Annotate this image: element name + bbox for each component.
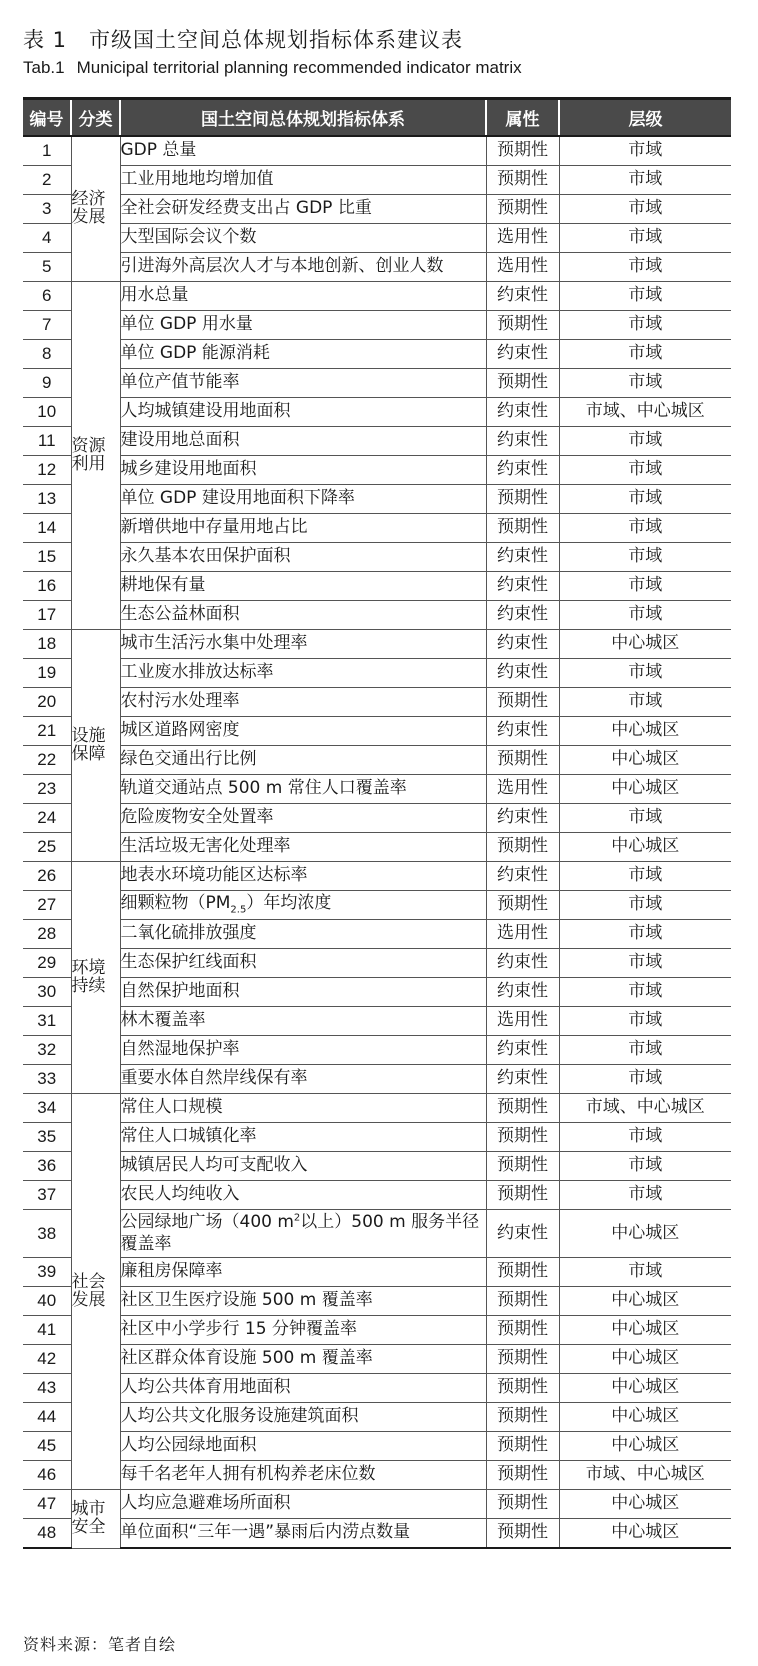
row-number: 35 — [23, 1123, 71, 1152]
indicator-property: 预期性 — [486, 1123, 559, 1152]
indicator-property: 预期性 — [486, 1094, 559, 1123]
table-caption-cn — [23, 24, 463, 54]
table-row — [23, 1065, 731, 1094]
indicator-property: 约束性 — [486, 398, 559, 427]
row-number: 30 — [23, 978, 71, 1007]
row-number: 9 — [23, 369, 71, 398]
table-row — [23, 891, 731, 920]
caption-cn-title: 市级国土空间总体规划指标体系建议表 — [89, 28, 464, 52]
indicator-property: 约束性 — [486, 282, 559, 311]
indicator-name: 单位 GDP 建设用地面积下降率 — [120, 485, 486, 514]
indicator-level: 市域、中心城区 — [559, 1094, 731, 1123]
caption-cn-label: 表 1 — [23, 28, 68, 52]
indicator-level: 市域 — [559, 427, 731, 456]
indicator-name: 工业用地地均增加值 — [120, 166, 486, 195]
indicator-name: 人均城镇建设用地面积 — [120, 398, 486, 427]
indicator-name: 单位 GDP 能源消耗 — [120, 340, 486, 369]
row-number: 2 — [23, 166, 71, 195]
row-number: 16 — [23, 572, 71, 601]
indicator-level: 市域 — [559, 891, 731, 920]
table-row — [23, 398, 731, 427]
indicator-name: 用水总量 — [120, 282, 486, 311]
indicator-level: 中心城区 — [559, 1345, 731, 1374]
indicator-level: 中心城区 — [559, 630, 731, 659]
indicator-text-pre: 公园绿地广场（400 m — [120, 1212, 294, 1233]
indicator-name: 自然湿地保护率 — [120, 1036, 486, 1065]
table-row — [23, 833, 731, 862]
indicator-property: 预期性 — [486, 1461, 559, 1490]
table-row — [23, 1036, 731, 1065]
indicator-property: 预期性 — [486, 1181, 559, 1210]
table-row — [23, 920, 731, 949]
header-no: 编号 — [23, 99, 71, 137]
table-row — [23, 253, 731, 282]
indicator-level: 市域 — [559, 1007, 731, 1036]
table-row — [23, 1007, 731, 1036]
table-row — [23, 485, 731, 514]
row-number: 31 — [23, 1007, 71, 1036]
table-row — [23, 340, 731, 369]
table-row — [23, 1316, 731, 1345]
table-row — [23, 369, 731, 398]
indicator-level: 市域 — [559, 862, 731, 891]
row-number: 10 — [23, 398, 71, 427]
row-number: 37 — [23, 1181, 71, 1210]
indicator-level: 中心城区 — [559, 746, 731, 775]
row-number: 46 — [23, 1461, 71, 1490]
indicator-property: 预期性 — [486, 1432, 559, 1461]
indicator-level: 市域 — [559, 282, 731, 311]
indicator-name: 引进海外高层次人才与本地创新、创业人数 — [120, 253, 486, 282]
indicator-level: 中心城区 — [559, 1316, 731, 1345]
table-header-row — [23, 99, 731, 137]
row-number: 28 — [23, 920, 71, 949]
indicator-level: 市域 — [559, 136, 731, 166]
row-number: 44 — [23, 1403, 71, 1432]
indicator-property: 预期性 — [486, 833, 559, 862]
row-number: 19 — [23, 659, 71, 688]
table-row — [23, 456, 731, 485]
indicator-level: 市域 — [559, 253, 731, 282]
indicator-level: 市域 — [559, 804, 731, 833]
indicator-property: 约束性 — [486, 572, 559, 601]
indicator-level: 市域 — [559, 514, 731, 543]
row-number: 42 — [23, 1345, 71, 1374]
indicator-level: 市域 — [559, 1123, 731, 1152]
row-number: 38 — [23, 1210, 71, 1258]
indicator-name: 二氧化硫排放强度 — [120, 920, 486, 949]
indicator-property: 预期性 — [486, 891, 559, 920]
indicator-name — [120, 1210, 486, 1258]
indicator-property: 约束性 — [486, 1036, 559, 1065]
indicator-property: 预期性 — [486, 1374, 559, 1403]
indicator-level: 市域 — [559, 340, 731, 369]
table-row — [23, 543, 731, 572]
indicator-level: 市域 — [559, 920, 731, 949]
category-cell: 社会发展 — [71, 1094, 120, 1490]
indicator-name: 林木覆盖率 — [120, 1007, 486, 1036]
indicator-name: 单位 GDP 用水量 — [120, 311, 486, 340]
indicator-level: 市域、中心城区 — [559, 398, 731, 427]
indicator-name: 人均应急避难场所面积 — [120, 1490, 486, 1519]
indicator-level: 市域 — [559, 949, 731, 978]
indicator-name: 大型国际会议个数 — [120, 224, 486, 253]
indicator-name: 廉租房保障率 — [120, 1258, 486, 1287]
indicator-level: 市域 — [559, 369, 731, 398]
category-cell: 城市安全 — [71, 1490, 120, 1549]
row-number: 27 — [23, 891, 71, 920]
indicator-name — [120, 891, 486, 920]
category-cell: 经济发展 — [71, 136, 120, 282]
indicator-name: 人均公共体育用地面积 — [120, 1374, 486, 1403]
indicator-level: 中心城区 — [559, 1287, 731, 1316]
indicator-level: 市域 — [559, 1036, 731, 1065]
indicator-property: 预期性 — [486, 1490, 559, 1519]
row-number: 36 — [23, 1152, 71, 1181]
table-row — [23, 311, 731, 340]
indicator-property: 预期性 — [486, 688, 559, 717]
table-row — [23, 1461, 731, 1490]
indicator-table — [23, 97, 731, 1549]
row-number: 3 — [23, 195, 71, 224]
row-number: 32 — [23, 1036, 71, 1065]
indicator-level: 市域 — [559, 224, 731, 253]
indicator-property: 约束性 — [486, 804, 559, 833]
table-row — [23, 775, 731, 804]
indicator-level: 市域 — [559, 601, 731, 630]
indicator-text-post: 以上）500 m 服务半径覆盖率 — [120, 1212, 480, 1254]
indicator-level: 市域、中心城区 — [559, 1461, 731, 1490]
table-row — [23, 1287, 731, 1316]
row-number: 22 — [23, 746, 71, 775]
row-number: 7 — [23, 311, 71, 340]
table-row — [23, 1210, 731, 1258]
indicator-name: 城市生活污水集中处理率 — [120, 630, 486, 659]
table-row — [23, 1258, 731, 1287]
row-number: 14 — [23, 514, 71, 543]
indicator-level: 市域 — [559, 311, 731, 340]
indicator-property: 预期性 — [486, 1258, 559, 1287]
indicator-text-post: ）年均浓度 — [246, 892, 332, 913]
indicator-name: 人均公园绿地面积 — [120, 1432, 486, 1461]
indicator-property: 预期性 — [486, 485, 559, 514]
table-row — [23, 1432, 731, 1461]
row-number: 39 — [23, 1258, 71, 1287]
table-row — [23, 514, 731, 543]
row-number: 25 — [23, 833, 71, 862]
row-number: 6 — [23, 282, 71, 311]
indicator-level: 市域 — [559, 1065, 731, 1094]
indicator-name: 危险废物安全处置率 — [120, 804, 486, 833]
table-row — [23, 1519, 731, 1549]
indicator-name: GDP 总量 — [120, 136, 486, 166]
indicator-property: 约束性 — [486, 862, 559, 891]
indicator-name: 常住人口城镇化率 — [120, 1123, 486, 1152]
indicator-property: 选用性 — [486, 1007, 559, 1036]
indicator-subscript: 2.5 — [230, 903, 247, 915]
indicator-property: 选用性 — [486, 920, 559, 949]
row-number: 20 — [23, 688, 71, 717]
indicator-level: 市域 — [559, 688, 731, 717]
indicator-name: 生态保护红线面积 — [120, 949, 486, 978]
table-caption-en — [23, 58, 522, 78]
indicator-name: 绿色交通出行比例 — [120, 746, 486, 775]
indicator-property: 预期性 — [486, 1316, 559, 1345]
indicator-property: 约束性 — [486, 601, 559, 630]
table-row — [23, 1152, 731, 1181]
header-level: 层级 — [559, 99, 731, 137]
indicator-level: 市域 — [559, 659, 731, 688]
indicator-level: 市域 — [559, 1181, 731, 1210]
indicator-property: 预期性 — [486, 195, 559, 224]
indicator-name: 全社会研发经费支出占 GDP 比重 — [120, 195, 486, 224]
indicator-level: 市域 — [559, 485, 731, 514]
indicator-level: 市域 — [559, 456, 731, 485]
caption-en-title: Municipal territorial planning recommended indicator matrix — [76, 58, 522, 77]
header-category: 分类 — [71, 99, 120, 137]
indicator-property: 约束性 — [486, 456, 559, 485]
table-row — [23, 688, 731, 717]
indicator-level: 中心城区 — [559, 833, 731, 862]
indicator-property: 预期性 — [486, 1519, 559, 1549]
indicator-level: 中心城区 — [559, 775, 731, 804]
indicator-property: 选用性 — [486, 775, 559, 804]
indicator-level: 中心城区 — [559, 1519, 731, 1549]
indicator-name: 城镇居民人均可支配收入 — [120, 1152, 486, 1181]
row-number: 8 — [23, 340, 71, 369]
row-number: 15 — [23, 543, 71, 572]
indicator-level: 市域 — [559, 166, 731, 195]
indicator-level: 市域 — [559, 1152, 731, 1181]
indicator-name: 地表水环境功能区达标率 — [120, 862, 486, 891]
table-row — [23, 1094, 731, 1123]
row-number: 34 — [23, 1094, 71, 1123]
indicator-superscript: 2 — [293, 1212, 301, 1224]
indicator-name: 社区卫生医疗设施 500 m 覆盖率 — [120, 1287, 486, 1316]
row-number: 17 — [23, 601, 71, 630]
row-number: 4 — [23, 224, 71, 253]
indicator-property: 约束性 — [486, 1210, 559, 1258]
category-cell: 资源利用 — [71, 282, 120, 630]
table-row — [23, 862, 731, 891]
row-number: 24 — [23, 804, 71, 833]
indicator-name: 农民人均纯收入 — [120, 1181, 486, 1210]
indicator-name: 新增供地中存量用地占比 — [120, 514, 486, 543]
indicator-name: 社区群众体育设施 500 m 覆盖率 — [120, 1345, 486, 1374]
table-row — [23, 1490, 731, 1519]
indicator-property: 约束性 — [486, 717, 559, 746]
indicator-name: 人均公共文化服务设施建筑面积 — [120, 1403, 486, 1432]
table-row — [23, 1403, 731, 1432]
indicator-property: 预期性 — [486, 311, 559, 340]
row-number: 1 — [23, 136, 71, 166]
indicator-property: 选用性 — [486, 253, 559, 282]
table-row — [23, 717, 731, 746]
indicator-property: 约束性 — [486, 978, 559, 1007]
indicator-name: 永久基本农田保护面积 — [120, 543, 486, 572]
indicator-level: 市域 — [559, 1258, 731, 1287]
indicator-level: 市域 — [559, 572, 731, 601]
indicator-text-pre: 细颗粒物（PM — [120, 892, 231, 913]
table-row — [23, 601, 731, 630]
table-row — [23, 224, 731, 253]
indicator-property: 约束性 — [486, 340, 559, 369]
row-number: 47 — [23, 1490, 71, 1519]
row-number: 5 — [23, 253, 71, 282]
indicator-level: 中心城区 — [559, 717, 731, 746]
row-number: 18 — [23, 630, 71, 659]
table-row — [23, 804, 731, 833]
indicator-level: 中心城区 — [559, 1403, 731, 1432]
table-row — [23, 630, 731, 659]
indicator-name: 轨道交通站点 500 m 常住人口覆盖率 — [120, 775, 486, 804]
indicator-property: 预期性 — [486, 1287, 559, 1316]
indicator-name: 自然保护地面积 — [120, 978, 486, 1007]
indicator-name: 常住人口规模 — [120, 1094, 486, 1123]
row-number: 26 — [23, 862, 71, 891]
indicator-property: 预期性 — [486, 166, 559, 195]
indicator-property: 约束性 — [486, 543, 559, 572]
table-row — [23, 659, 731, 688]
indicator-property: 预期性 — [486, 514, 559, 543]
table-row — [23, 746, 731, 775]
indicator-name: 耕地保有量 — [120, 572, 486, 601]
indicator-level: 市域 — [559, 543, 731, 572]
indicator-property: 选用性 — [486, 224, 559, 253]
table-row — [23, 427, 731, 456]
table-row — [23, 572, 731, 601]
table-row — [23, 282, 731, 311]
row-number: 48 — [23, 1519, 71, 1549]
header-indicator: 国土空间总体规划指标体系 — [120, 99, 486, 137]
indicator-level: 中心城区 — [559, 1432, 731, 1461]
indicator-level: 市域 — [559, 195, 731, 224]
row-number: 13 — [23, 485, 71, 514]
indicator-level: 中心城区 — [559, 1210, 731, 1258]
indicator-name: 城区道路网密度 — [120, 717, 486, 746]
row-number: 12 — [23, 456, 71, 485]
indicator-level: 中心城区 — [559, 1490, 731, 1519]
table-row — [23, 195, 731, 224]
table-row — [23, 166, 731, 195]
indicator-property: 预期性 — [486, 136, 559, 166]
table-row — [23, 949, 731, 978]
row-number: 23 — [23, 775, 71, 804]
indicator-property: 预期性 — [486, 1403, 559, 1432]
indicator-level: 中心城区 — [559, 1374, 731, 1403]
indicator-property: 约束性 — [486, 1065, 559, 1094]
category-cell: 设施保障 — [71, 630, 120, 862]
category-cell: 环境持续 — [71, 862, 120, 1094]
indicator-property: 约束性 — [486, 630, 559, 659]
indicator-name: 生态公益林面积 — [120, 601, 486, 630]
row-number: 33 — [23, 1065, 71, 1094]
indicator-name: 单位产值节能率 — [120, 369, 486, 398]
indicator-property: 预期性 — [486, 746, 559, 775]
table-row — [23, 136, 731, 166]
table-row — [23, 1374, 731, 1403]
row-number: 45 — [23, 1432, 71, 1461]
row-number: 29 — [23, 949, 71, 978]
row-number: 41 — [23, 1316, 71, 1345]
indicator-property: 预期性 — [486, 1152, 559, 1181]
table-row — [23, 1181, 731, 1210]
table-body — [23, 136, 731, 1548]
indicator-name: 工业废水排放达标率 — [120, 659, 486, 688]
indicator-property: 预期性 — [486, 1345, 559, 1374]
indicator-property: 约束性 — [486, 949, 559, 978]
indicator-name: 农村污水处理率 — [120, 688, 486, 717]
indicator-name: 建设用地总面积 — [120, 427, 486, 456]
table-row — [23, 1123, 731, 1152]
indicator-name: 生活垃圾无害化处理率 — [120, 833, 486, 862]
table-row — [23, 1345, 731, 1374]
indicator-property: 预期性 — [486, 369, 559, 398]
table-row — [23, 978, 731, 1007]
source-note: 资料来源：笔者自绘 — [23, 1635, 177, 1654]
row-number: 43 — [23, 1374, 71, 1403]
indicator-name: 单位面积“三年一遇”暴雨后内涝点数量 — [120, 1519, 486, 1549]
indicator-name: 每千名老年人拥有机构养老床位数 — [120, 1461, 486, 1490]
row-number: 40 — [23, 1287, 71, 1316]
row-number: 11 — [23, 427, 71, 456]
indicator-property: 约束性 — [486, 659, 559, 688]
indicator-property: 约束性 — [486, 427, 559, 456]
indicator-name: 重要水体自然岸线保有率 — [120, 1065, 486, 1094]
indicator-level: 市域 — [559, 978, 731, 1007]
row-number: 21 — [23, 717, 71, 746]
indicator-name: 社区中小学步行 15 分钟覆盖率 — [120, 1316, 486, 1345]
indicator-name: 城乡建设用地面积 — [120, 456, 486, 485]
caption-en-label: Tab.1 — [23, 58, 65, 77]
header-property: 属性 — [486, 99, 559, 137]
